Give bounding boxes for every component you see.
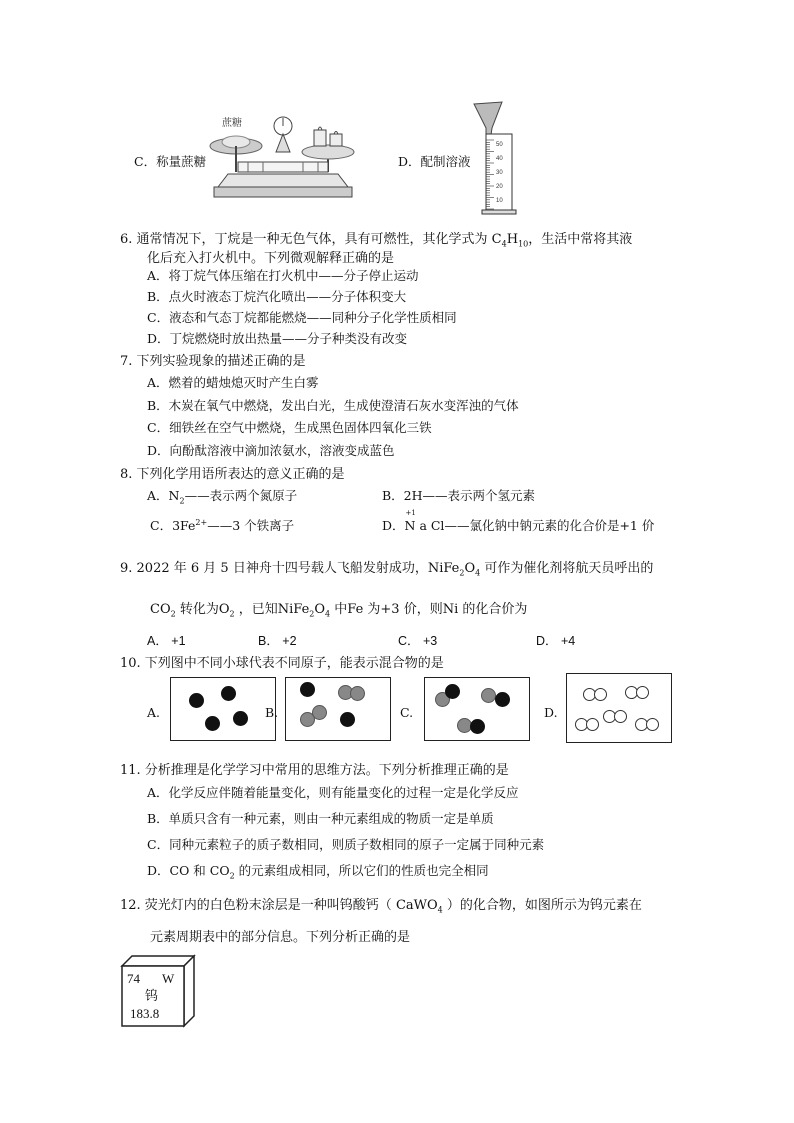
element-symbol: W: [162, 971, 175, 986]
sugar-label: 蔗糖: [222, 118, 242, 129]
atom: [586, 718, 599, 731]
q10-stem: 10. 下列图中不同小球代表不同原子，能表示混合物的是: [120, 656, 444, 671]
atom: [233, 711, 248, 726]
q6-stem-line1: 6. 通常情况下，丁烷是一种无色气体，具有可燃性，其化学式为 $C_4H_{10}$，生活中常将其液: [120, 232, 633, 249]
q8-option-d: D． +1 N a Cl——氯化钠中钠元素的化合价是+1 价: [382, 509, 655, 533]
q10-box-d: [566, 673, 672, 743]
q10-label-a: A.: [147, 705, 161, 720]
q12-stem-line2: 元素周期表中的部分信息。下列分析正确的是: [150, 930, 411, 945]
q10-box-b: [285, 677, 391, 741]
cylinder-tick-label: 20: [496, 184, 503, 190]
q11-option-d: D．CO 和 $CO_2$ 的元素组成相同，所以它们的性质也完全相同: [147, 863, 489, 881]
atom: [445, 684, 460, 699]
atom: [636, 686, 649, 699]
q8-option-b: B．2H——表示两个氢元素: [382, 488, 536, 503]
atom: [614, 710, 627, 723]
atom: [481, 688, 496, 703]
q11-option-c: C．同种元素粒子的质子数相同，则质子数相同的原子一定属于同种元素: [147, 837, 545, 852]
q9-option-a: A． +1: [147, 634, 186, 648]
q6-stem-line2: 化后充入打火机中。下列微观解释正确的是: [147, 251, 395, 266]
q8-option-a: A．$N_2——$表示两个氮原子: [147, 488, 298, 506]
q11-option-b: B．单质只含有一种元素，则由一种元素组成的物质一定是单质: [147, 811, 494, 826]
q9-option-c: C． +3: [398, 634, 438, 648]
q7-option-b: B．木炭在氧气中燃烧，发出白光，生成使澄清石灰水变浑浊的气体: [147, 398, 519, 413]
q7-option-d: D．向酚酞溶液中滴加浓氨水，溶液变成蓝色: [147, 443, 395, 458]
atom: [340, 712, 355, 727]
q9-stem-line2: $CO_2$ 转化为$O_2$ ，已知$NiFe_2O_4$ 中Fe 为+3 价，则Ni 的化合价为: [150, 602, 528, 619]
q10-label-d: D.: [544, 705, 558, 720]
q10-box-a: [170, 677, 279, 741]
q6-option-a: A．将丁烷气体压缩在打火机中——分子停止运动: [147, 268, 419, 283]
atom: [189, 693, 204, 708]
atomic-mass: 183.8: [130, 1006, 160, 1021]
element-name: 钨: [145, 989, 159, 1004]
q8-option-c: C．$3Fe^{2+}——3$ 个铁离子: [150, 517, 295, 533]
atom: [594, 688, 607, 701]
atom: [495, 692, 510, 707]
q11-stem: 11. 分析推理是化学学习中常用的思维方法。下列分析推理正确的是: [120, 763, 509, 778]
atom: [350, 686, 365, 701]
q6-option-c: C．液态和气态丁烷都能燃烧——同种分子化学性质相同: [147, 310, 457, 325]
q6-option-d: D．丁烷燃烧时放出热量——分子种类没有改变: [147, 331, 408, 346]
q10-label-c: C.: [400, 705, 414, 720]
q8-stem: 8. 下列化学用语所表达的意义正确的是: [120, 467, 345, 482]
atom: [221, 686, 236, 701]
valence-mark: +1: [405, 509, 416, 517]
cylinder-tick-label: 40: [496, 156, 503, 162]
q9-stem-line1: 9. 2022 年 6 月 5 日神舟十四号载人飞船发射成功，$NiFe_2O_4$ 可作为催化剂将航天员呼出的: [120, 561, 654, 578]
cylinder-tick-label: 30: [496, 170, 503, 176]
atomic-number: 74: [127, 971, 140, 986]
q5-option-c: C．称量蔗糖: [134, 154, 207, 169]
q7-option-a: A．燃着的蜡烛熄灭时产生白雾: [147, 375, 319, 390]
q9-option-b: B． +2: [258, 634, 297, 648]
tungsten-element-card: [118, 952, 200, 1030]
balance-image: [208, 112, 358, 202]
q7-option-c: C．细铁丝在空气中燃烧，生成黑色固体四氧化三铁: [147, 420, 432, 435]
q10-box-c: [424, 677, 530, 741]
q5-option-d: D．配制溶液: [398, 154, 471, 169]
q7-stem: 7. 下列实验现象的描述正确的是: [120, 354, 306, 369]
q11-option-a: A．化学反应伴随着能量变化，则有能量变化的过程一定是化学反应: [147, 785, 519, 800]
atom: [470, 719, 485, 734]
atom: [646, 718, 659, 731]
q6-option-b: B．点火时液态丁烷汽化喷出——分子体积变大: [147, 289, 407, 304]
cylinder-tick-label: 10: [496, 198, 503, 204]
q12-stem-line1: 12. 荧光灯内的白色粉末涂层是一种叫钨酸钙（ CaWO$_4$ ）的化合物，如图所示为钨元素在: [120, 898, 642, 915]
graduated-cylinder-image: [472, 100, 522, 218]
q10-label-b: B.: [265, 705, 279, 720]
atom: [300, 682, 315, 697]
atom: [205, 716, 220, 731]
cylinder-tick-label: 50: [496, 142, 503, 148]
atom: [312, 705, 327, 720]
q9-option-d: D． +4: [536, 634, 576, 648]
